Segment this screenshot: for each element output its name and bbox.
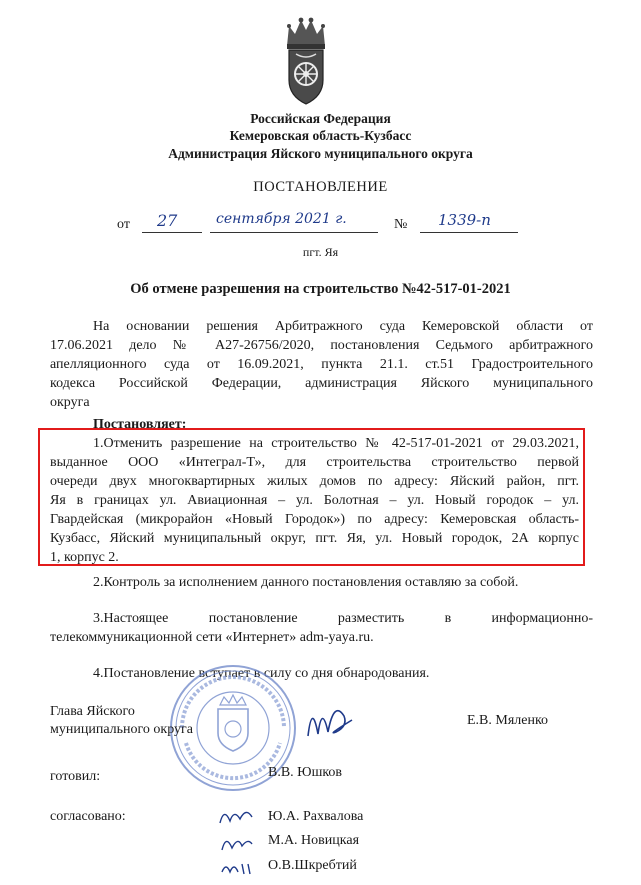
item1-line-5: Гвардейская (микрорайон «Новый Городок») по адресу: Кемеровская область- [50,512,579,527]
item1-line-2: выданное ООО «Интеграл-Т», для строительства строительство первой [50,455,579,470]
agreed-label: согласовано: [50,809,126,824]
prepared-name: В.В. Юшков [268,765,343,780]
preamble-line-4: кодекса Российской Федерации, администрация Яйского муниципального [50,376,593,391]
preamble-line-1: На основании решения Арбитражного суда Кемеровской области от [93,319,593,334]
day-underline [142,232,202,233]
document-title: Об отмене разрешения на строительство №42-517-01-2021 [130,281,511,297]
place-name: пгт. Яя [302,245,339,259]
approval-initials-1 [216,805,256,829]
number-label: № [394,217,408,232]
item1-line-3: очереди двух многоквартирных жилых домов по адресу: Яйский район, пгт. [50,474,579,489]
item3-line-2: телекоммуникационной сети «Интернет» adm-yaya.ru. [50,630,374,645]
signatory-position-line-2: муниципального округа [50,722,193,737]
signatory-name: Е.В. Мяленко [467,713,549,728]
prepared-label: готовил: [50,769,101,784]
header-line-region: Кемеровская область-Кузбасс [229,128,412,143]
item1-line-4: Яя в границах ул. Авиационная – ул. Болотная – ул. Новый городок – ул. [50,493,579,508]
item4-text: 4.Постановление вступает в силу со дня обнародования. [93,666,430,681]
header-line-country: Российская Федерация [250,111,391,126]
agreed-name-2: М.А. Новицкая [268,833,360,848]
item1-line-7: 1, корпус 2. [50,550,119,565]
preamble-line-3: апелляционного суда от 16.09.2021, пункта 21.1. ст.51 Градостроительного [50,357,593,372]
document-number-handwritten: 1339-п [438,211,491,229]
signatory-position-line-1: Глава Яйского [50,704,135,719]
item1-line-1: 1.Отменить разрешение на строительство № 42-517-01-2021 от 29.03.2021, [93,436,579,451]
month-underline [210,232,378,233]
document-type: ПОСТАНОВЛЕНИЕ [253,179,388,195]
approval-initials-2 [216,830,256,854]
header-line-administration: Администрация Яйского муниципального округа [168,146,473,161]
agreed-name-1: Ю.А. Рахвалова [268,809,364,824]
item2-text: 2.Контроль за исполнением данного постановления оставляю за собой. [93,575,519,590]
preamble-line-5: округа [50,395,90,410]
item1-line-6: Кузбасс, Яйский муниципальный округ, пгт. Яя, ул. Новый городок, 2А корпус [50,531,579,546]
number-underline [420,232,518,233]
date-day-handwritten: 27 [157,211,178,230]
decree-word: Постановляет: [93,417,187,432]
handwritten-signature [300,696,360,742]
date-from-label: от [117,217,130,232]
date-month-year-handwritten: сентября 2021 г. [216,211,347,227]
preamble-line-2: 17.06.2021 дело № А27-26756/2020, постановления Седьмого арбитражного [50,338,593,353]
agreed-name-3: О.В.Шкребтий [268,858,357,873]
coat-of-arms-emblem [281,16,331,108]
approval-initials-3 [218,856,258,878]
item3-line-1: 3.Настоящее постановление разместить в информационно- [93,611,593,626]
